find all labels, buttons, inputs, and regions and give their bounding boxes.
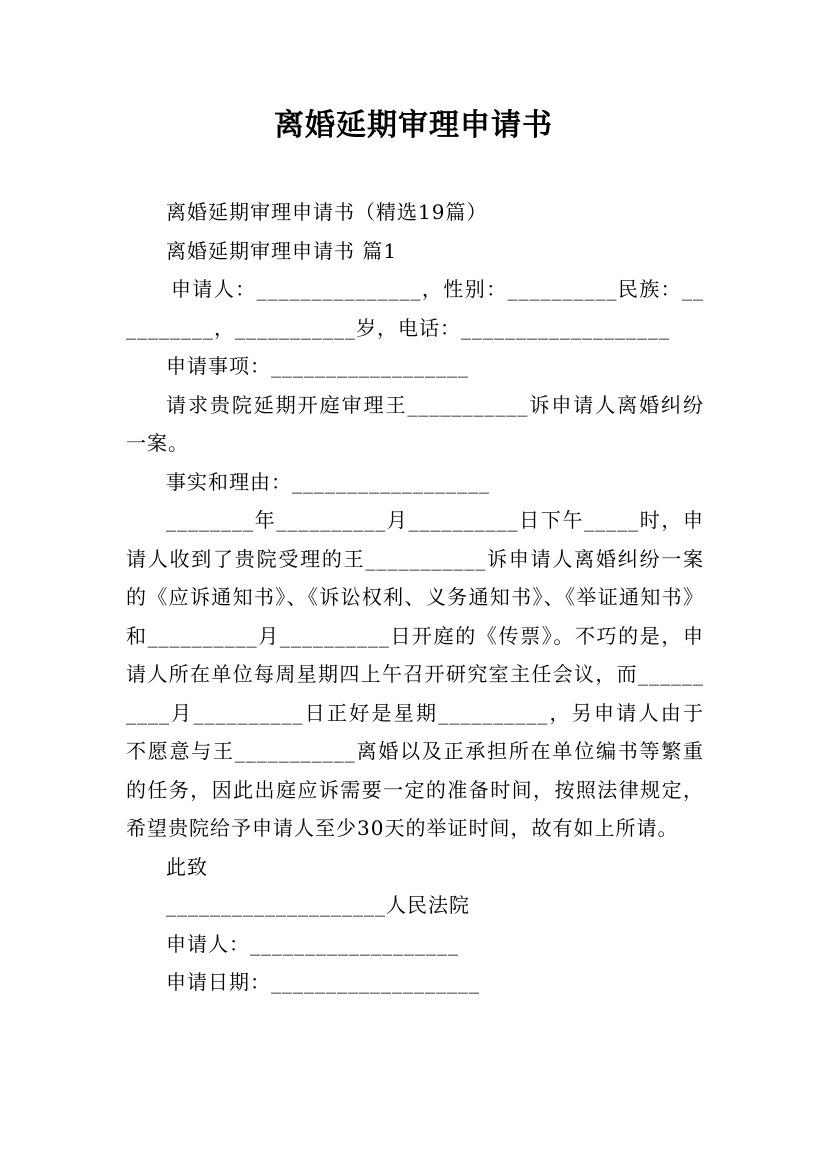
paragraph-signature-date: 申请日期：___________________ xyxy=(166,970,480,994)
paragraph-court-name: ____________________人民法院 xyxy=(166,893,470,917)
document-title: 离婚延期审理申请书 xyxy=(274,108,553,143)
paragraph-collection-title: 离婚延期审理申请书（精选19篇） xyxy=(166,200,488,224)
paragraph-facts-content: ________年__________月__________日下午_____时，申请人收到了贵院受理的王___________诉申请人离婚纠纷一案的《应诉通知书》、《诉讼权利、义务通知书》、《举证通知书》和__________月__________日开庭的《传票》。不巧的是，申请人所在单位每周星期四上午召开研究室主任会议，而__________月__________日正好是星期__________，另申请人由于不愿意与王___________离婚以及正承担所在单位编书等繁重的任务，因此出庭应诉需要一定的准备时间，按照法律规定，希望贵院给予申请人至少30天的举证时间，故有如上所请。 xyxy=(126,508,704,840)
paragraph-signature-applicant: 申请人：___________________ xyxy=(166,931,459,956)
paragraph-section-heading: 离婚延期审理申请书 篇1 xyxy=(166,238,398,263)
paragraph-salutation: 此致 xyxy=(166,854,208,879)
paragraph-applicant-info: 申请人：_______________，性别：__________民族：__________，___________岁，电话：___________________ xyxy=(126,277,704,340)
paragraph-request-content: 请求贵院延期开庭审理王___________诉申请人离婚纠纷一案。 xyxy=(126,392,704,455)
paragraph-facts-label: 事实和理由：__________________ xyxy=(166,469,490,494)
document-body xyxy=(126,193,704,1002)
paragraph-request-items-label: 申请事项：__________________ xyxy=(166,354,469,378)
